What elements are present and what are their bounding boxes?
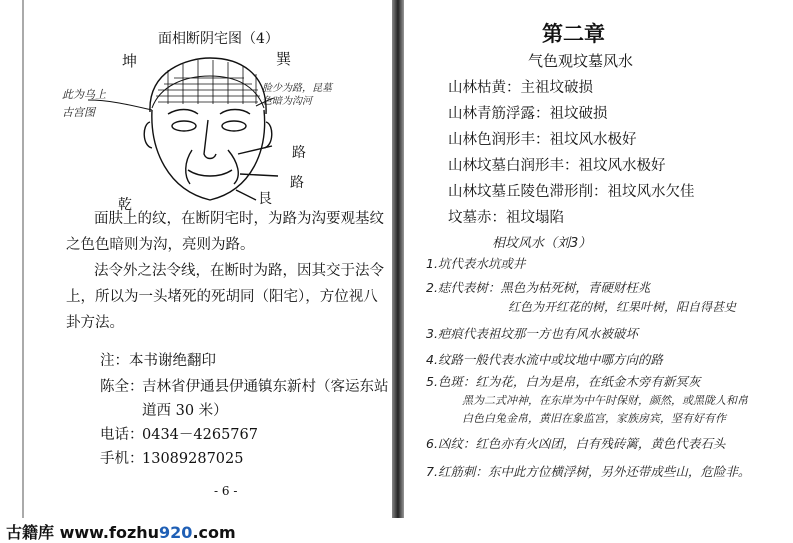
hand-note-8: 白色白兔金帛，黄旧在象监宫，家族房宾，坚有好有作 <box>462 412 726 425</box>
hand-note-2: 2.痣代表树：黑色为枯死树，青硬财枉兆 <box>426 280 651 295</box>
hand-note-6: 5.色斑：红为花，白为是帛，在纸金木旁有新冥灰 <box>426 374 701 389</box>
logo-text-b: www.fozhu <box>54 523 160 542</box>
hand-note-3: 红色为开红花的树，红果叶树，阳自得甚史 <box>508 300 737 314</box>
author-label: 陈全： <box>100 379 144 395</box>
para1-line1: 面肤上的纹，在断阴宅时，为路为沟要观基纹 <box>94 211 384 227</box>
footer-bar <box>0 518 793 542</box>
hand-note-9: 6.凶纹：红色亦有火凶团，白有残砖篱，黄色代表石头 <box>426 436 726 451</box>
handwritten-note-right: 脸少为路，昆墓 色暗为沟河 <box>262 83 332 107</box>
phone-number: 0434－4265767 <box>142 427 258 443</box>
text-line-2: 山林青筋浮露：祖坟破损 <box>448 106 608 122</box>
site-logo <box>6 520 236 543</box>
hand-note-1: 1.坑代表水坑或井 <box>426 256 526 271</box>
para2-line2: 上，所以为一头堵死的死胡同（阳宅），方位视八 <box>66 289 378 305</box>
copyright-note: 注：本书谢绝翻印 <box>100 353 216 369</box>
logo-text-c: 920 <box>159 523 193 542</box>
mobile-number: 13089287025 <box>142 451 244 467</box>
text-line-5: 山林坟墓丘陵色滞形削：祖坟风水欠佳 <box>448 184 695 200</box>
hand-note-5: 4.纹路一般代表水流中或坟地中哪方向的路 <box>426 352 663 367</box>
label-road-1: 路 <box>292 145 306 161</box>
label-kun: 坤 <box>122 52 138 70</box>
text-line-4: 山林坟墓白润形丰：祖坟风水极好 <box>448 158 666 174</box>
chapter-title: 第二章 <box>542 21 605 46</box>
para2-line1: 法令外之法令线，在断时为路，因其交于法令 <box>94 263 384 279</box>
phone-label: 电话： <box>100 427 144 443</box>
label-qian: 乾 <box>118 197 132 213</box>
para1-line2: 之色色暗则为沟，亮则为路。 <box>66 237 255 253</box>
para2-line3: 卦方法。 <box>66 315 124 331</box>
label-gen: 艮 <box>258 191 272 207</box>
left-page <box>0 0 392 542</box>
address-line1: 吉林省伊通县伊通镇东新村（客运东站 <box>142 379 389 395</box>
page-number: - 6 - <box>214 484 238 498</box>
handwritten-note-left: 此为乌上 古宫图 <box>62 88 106 119</box>
annotation-lines <box>60 60 300 210</box>
right-page <box>404 0 793 542</box>
text-line-6: 坟墓赤：祖坟塌陷 <box>448 210 564 226</box>
mobile-label: 手机： <box>100 451 144 467</box>
handwritten-title: 相坟风水（刘3） <box>492 236 592 251</box>
logo-text-a: 古籍库 <box>6 523 55 542</box>
address-line2: 道西 30 米） <box>142 403 228 419</box>
page-edge <box>22 0 24 520</box>
chapter-subtitle: 气色观坟墓风水 <box>528 52 634 70</box>
hand-note-10: 7.红筋刺：东中此方位横浮树，另外还带成些山，危险非。 <box>426 464 751 479</box>
hand-note-7: 黑为二式冲神，在东岸为中午时保财，颜然，或黑陇人和帛 <box>462 394 748 407</box>
hand-note-4: 3.疤痕代表祖坟那一方也有风水被破坏 <box>426 326 638 341</box>
label-road-2: 路 <box>290 175 304 191</box>
text-line-3: 山林色润形丰：祖坟风水极好 <box>448 132 637 148</box>
book-gutter <box>392 0 404 542</box>
diagram-title: 面相断阴宅图（4） <box>158 31 279 47</box>
text-line-1: 山林枯黄：主祖坟破损 <box>448 80 593 96</box>
logo-text-d: .com <box>192 523 236 542</box>
label-xun: 巽 <box>276 50 292 68</box>
